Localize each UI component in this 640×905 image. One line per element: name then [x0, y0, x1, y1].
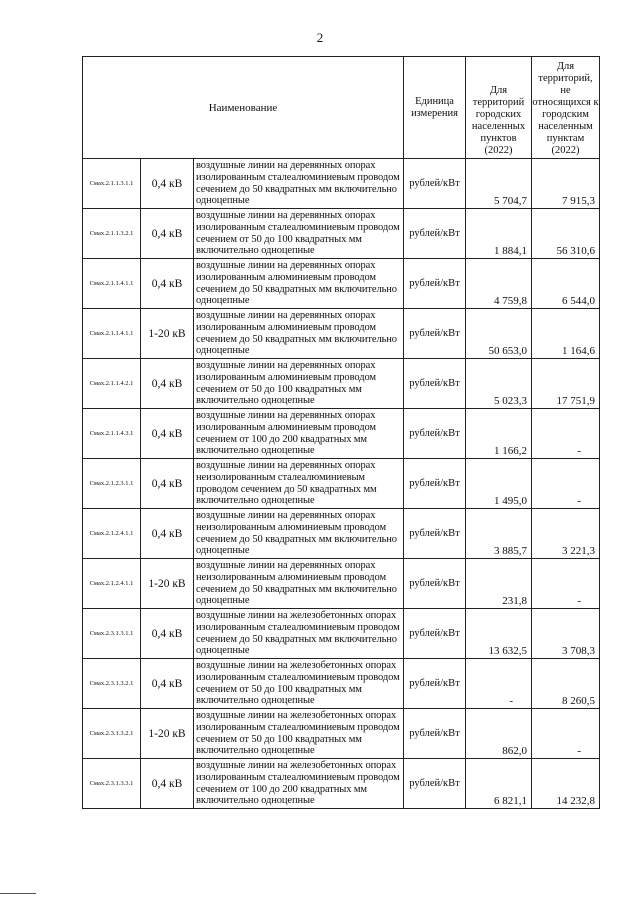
row-unit: рублей/кВт: [404, 309, 466, 359]
row-rural-value: 6 544,0: [532, 259, 600, 309]
row-voltage: 0,4 кВ: [141, 659, 194, 709]
row-name: воздушные линии на деревянных опорах изолированным алюминиевым проводом сечением до 50 квадратных мм включительно одноцепные: [194, 259, 404, 309]
row-unit: рублей/кВт: [404, 459, 466, 509]
row-code: Смах.2.3.1.3.2.1: [83, 709, 141, 759]
row-unit: рублей/кВт: [404, 709, 466, 759]
row-code: Смах.2.3.1.3.1.1: [83, 609, 141, 659]
row-rural-value: 3 708,3: [532, 609, 600, 659]
table-row: [83, 709, 600, 759]
row-name: воздушные линии на деревянных опорах изолированным алюминиевым проводом сечением до 50 квадратных мм включительно одноцепные: [194, 309, 404, 359]
row-urban-value: 1 495,0: [466, 459, 532, 509]
row-unit: рублей/кВт: [404, 209, 466, 259]
row-name: воздушные линии на деревянных опорах изолированным сталеалюминиевым проводом сечением от 50 до 100 квадратных мм включительно одноцепные: [194, 209, 404, 259]
row-code: Смах.2.1.1.4.1.1: [83, 259, 141, 309]
row-rural-value: 1 164,6: [532, 309, 600, 359]
row-urban-value: 50 653,0: [466, 309, 532, 359]
row-voltage: 0,4 кВ: [141, 459, 194, 509]
row-name: воздушные линии на железобетонных опорах изолированным сталеалюминиевым проводом сечением от 50 до 100 квадратных мм включительно одноцепные: [194, 659, 404, 709]
row-unit: рублей/кВт: [404, 559, 466, 609]
footer-line: [0, 893, 36, 894]
row-urban-value: -: [466, 659, 532, 709]
tariff-table: [82, 56, 600, 809]
row-urban-value: 231,8: [466, 559, 532, 609]
table-row: [83, 209, 600, 259]
table-row: [83, 459, 600, 509]
row-rural-value: 3 221,3: [532, 509, 600, 559]
row-name: воздушные линии на деревянных опорах неизолированным алюминиевым проводом сечением до 50 квадратных мм включительно одноцепные: [194, 509, 404, 559]
row-urban-value: 5 704,7: [466, 159, 532, 209]
row-name: воздушные линии на деревянных опорах изолированным алюминиевым проводом сечением от 50 до 100 квадратных мм включительно одноцепные: [194, 359, 404, 409]
row-rural-value: 8 260,5: [532, 659, 600, 709]
row-unit: рублей/кВт: [404, 159, 466, 209]
row-voltage: 0,4 кВ: [141, 609, 194, 659]
row-rural-value: 14 232,8: [532, 759, 600, 809]
row-code: Смах.2.1.1.3.1.1: [83, 159, 141, 209]
row-rural-value: -: [532, 709, 600, 759]
table-row: [83, 259, 600, 309]
row-urban-value: 3 885,7: [466, 509, 532, 559]
table-row: [83, 309, 600, 359]
table-row: [83, 609, 600, 659]
row-unit: рублей/кВт: [404, 509, 466, 559]
row-rural-value: -: [532, 409, 600, 459]
row-code: Смах.2.1.1.3.2.1: [83, 209, 141, 259]
row-voltage: 0,4 кВ: [141, 409, 194, 459]
row-urban-value: 4 759,8: [466, 259, 532, 309]
header-rural: Для территорий, не относящихся к городским населенным пунктам (2022): [532, 57, 600, 159]
row-code: Смах.2.1.1.4.1.1: [83, 309, 141, 359]
page-number: 2: [316, 30, 324, 45]
row-rural-value: 7 915,3: [532, 159, 600, 209]
row-urban-value: 1 166,2: [466, 409, 532, 459]
row-code: Смах.2.1.2.3.1.1: [83, 459, 141, 509]
row-code: Смах.2.1.1.4.2.1: [83, 359, 141, 409]
row-name: воздушные линии на деревянных опорах неизолированным алюминиевым проводом сечением до 50 квадратных мм включительно одноцепные: [194, 559, 404, 609]
table-row: [83, 359, 600, 409]
row-rural-value: -: [532, 559, 600, 609]
row-name: воздушные линии на железобетонных опорах изолированным сталеалюминиевым проводом сечением от 50 до 100 квадратных мм включительно одноцепные: [194, 709, 404, 759]
row-urban-value: 6 821,1: [466, 759, 532, 809]
row-urban-value: 862,0: [466, 709, 532, 759]
row-voltage: 1-20 кВ: [141, 559, 194, 609]
table-row: [83, 509, 600, 559]
row-voltage: 0,4 кВ: [141, 759, 194, 809]
row-voltage: 0,4 кВ: [141, 159, 194, 209]
row-code: Смах.2.3.1.3.2.1: [83, 659, 141, 709]
table-row: [83, 659, 600, 709]
row-unit: рублей/кВт: [404, 259, 466, 309]
row-voltage: 1-20 кВ: [141, 709, 194, 759]
header-urban: Для территорий городских населенных пунктов (2022): [466, 57, 532, 159]
row-voltage: 0,4 кВ: [141, 509, 194, 559]
row-voltage: 0,4 кВ: [141, 209, 194, 259]
row-code: Смах.2.1.2.4.1.1: [83, 509, 141, 559]
table-header-row: [83, 57, 600, 159]
table-body: [83, 159, 600, 809]
table-row: [83, 409, 600, 459]
row-name: воздушные линии на деревянных опорах неизолированным сталеалюминиевым проводом сечением до 50 квадратных мм включительно одноцепные: [194, 459, 404, 509]
row-name: воздушные линии на железобетонных опорах изолированным сталеалюминиевым проводом сечением от 100 до 200 квадратных мм включительно одноцепные: [194, 759, 404, 809]
row-unit: рублей/кВт: [404, 659, 466, 709]
row-unit: рублей/кВт: [404, 359, 466, 409]
row-code: Смах.2.1.1.4.3.1: [83, 409, 141, 459]
row-name: воздушные линии на железобетонных опорах изолированным сталеалюминиевым проводом сечением до 50 квадратных мм включительно одноцепные: [194, 609, 404, 659]
row-code: Смах.2.1.2.4.1.1: [83, 559, 141, 609]
row-urban-value: 5 023,3: [466, 359, 532, 409]
row-rural-value: 56 310,6: [532, 209, 600, 259]
row-voltage: 0,4 кВ: [141, 359, 194, 409]
table-row: [83, 759, 600, 809]
row-unit: рублей/кВт: [404, 409, 466, 459]
row-name: воздушные линии на деревянных опорах изолированным алюминиевым проводом сечением от 100 до 200 квадратных мм включительно одноцепные: [194, 409, 404, 459]
row-voltage: 0,4 кВ: [141, 259, 194, 309]
row-rural-value: 17 751,9: [532, 359, 600, 409]
row-unit: рублей/кВт: [404, 609, 466, 659]
header-name: Наименование: [83, 57, 404, 159]
row-code: Смах.2.3.1.3.3.1: [83, 759, 141, 809]
row-rural-value: -: [532, 459, 600, 509]
table-row: [83, 159, 600, 209]
row-unit: рублей/кВт: [404, 759, 466, 809]
row-urban-value: 1 884,1: [466, 209, 532, 259]
table-row: [83, 559, 600, 609]
row-name: воздушные линии на деревянных опорах изолированным сталеалюминиевым проводом сечением до 50 квадратных мм включительно одноцепные: [194, 159, 404, 209]
row-urban-value: 13 632,5: [466, 609, 532, 659]
header-unit: Единица измерения: [404, 57, 466, 159]
row-voltage: 1-20 кВ: [141, 309, 194, 359]
